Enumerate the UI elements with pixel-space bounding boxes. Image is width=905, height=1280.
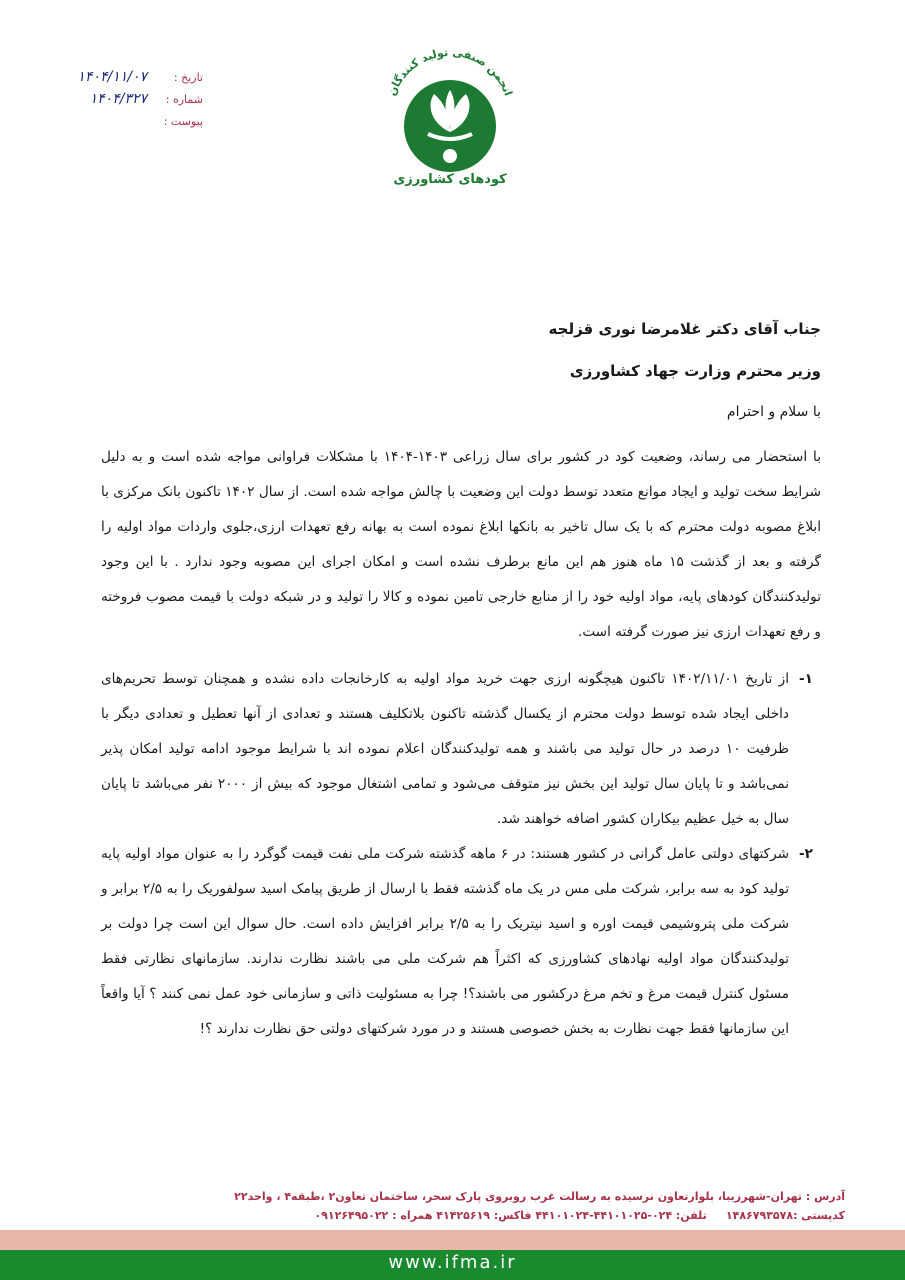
association-logo xyxy=(370,36,530,196)
website-link[interactable]: www.ifma.ir xyxy=(388,1252,517,1273)
footer-postal-code: کدپستی :۱۴۸۶۷۹۳۵۷۸ xyxy=(725,1209,845,1222)
footer-phones: تلفن: ۰۲۴-۴۴۱۰۱۰۲۵-۴۴۱۰۱۰۲۴ فاکس: ۴۱۴۲۵۶۱۹ همراه : ۰۹۱۲۶۴۹۵۰۲۲ xyxy=(314,1209,707,1222)
footer-contact xyxy=(125,1206,845,1225)
footer-address: آدرس : تهران-شهرزیبا، بلوارتعاون نرسیده به رسالت غرب روبروی پارک سحر، ساختمان تعاون۲ ،طبقه۴ ، واحد۲۲ xyxy=(234,1190,845,1203)
footer-pink-band xyxy=(0,1230,905,1250)
greeting: با سلام و احترام xyxy=(726,404,821,420)
date-label: تاریخ : xyxy=(173,70,203,84)
list-item xyxy=(101,837,821,1047)
footer-address-block xyxy=(125,1187,845,1225)
item-text: از تاریخ ۱۴۰۲/۱۱/۰۱ تاکنون هیچگونه ارزی جهت خرید مواد اولیه به کارخانجات داده نشده و همچنان توسط تحریم‌های داخلی ایجاد شده توسط دولت محترم از یکسال گذشته تاکنون بلاتکلیف هستند و تعدادی از آنها تعطیل و تعدادی دیگر با ظرفیت ۱۰ درصد در حال تولید می باشند و همه تولیدکنندگان اعلام نموده اند با شرایط موجود ادامه تولید امکان پذیر نمی‌باشد و تا پایان سال تولید این بخش نیز متوقف می‌شود و تمامی اشتغال موجود که بیش از ۲۰۰۰ نفر می‌باشد تا پایان سال به خیل عظیم بیکاران کشور اضافه خواهند شد. xyxy=(101,671,790,827)
intro-paragraph: با استحضار می رساند، وضعیت کود در کشور برای سال زراعی ۱۴۰۳-۱۴۰۴ با مشکلات فراوانی مواجه شده است و به دلیل شرایط سخت تولید و ایجاد موانع متعدد توسط دولت این وضعیت با چالش مواجه شده است. از سال ۱۴۰۲ تاکنون بانک مرکزی با ابلاغ مصوبه دولت محترم که با یک سال تاخیر به بانکها ابلاغ نموده است به بهانه رفع تعهدات ارزی،جلوی واردات مواد اولیه را گرفته و بعد از گذشت ۱۵ ماه هنوز هم این مانع برطرف نشده است و امکان اجرای این مصوبه وجود ندارد . با این وجود تولیدکنندگان کودهای پایه، مواد اولیه خود را از منابع خارجی تامین نموده و کالا را تولید و در شبکه دولت با قیمت مصوب فروخته و رفع تعهدات ارزی نیز صورت گرفته است. xyxy=(101,449,821,640)
number-row xyxy=(28,88,203,110)
item-text: شرکتهای دولتی عامل گرانی در کشور هستند: در ۶ ماهه گذشته شرکت ملی نفت قیمت گوگرد را به عنوان مواد اولیه پایه تولید کود به سه برابر، شرکت ملی مس در یک ماه گذشته فقط با ارسال از طریق پیامک اسید سولفوریک را به ۲/۵ برابر و شرکت ملی پتروشیمی قیمت اوره و اسید نیتریک را به ۲/۵ برابر افزایش داده است. حال سوال این است چرا دولت بر تولیدکنندگان مواد اولیه نهادهای کشاورزی که اکثراً هم شرکت ملی می باشند نظارت ندارند. سازمانهای نظارتی فقط مسئول کنترل قیمت مرغ و تخم مرغ درکشور می باشند؟! چرا به مسئولیت ذاتی و سازمانی خود عمل نمی کنند ؟ آیا واقعاً این سازمانها فقط جهت نظارت به بخش خصوصی هستند و در مورد شرکتهای دولتی حق نظارت ندارند ؟! xyxy=(101,846,789,1037)
recipient-name: جناب آقای دکتر غلامرضا نوری قزلجه xyxy=(548,320,821,338)
attachment-label: پیوست : xyxy=(163,114,203,128)
date-value: ۱۴۰۴/۱۱/۰۷ xyxy=(77,69,147,85)
attachment-row xyxy=(28,110,203,132)
letter-meta xyxy=(28,66,203,132)
item-number: ۲- xyxy=(799,846,813,862)
item-number: ۱- xyxy=(799,671,813,687)
number-label: شماره : xyxy=(165,92,203,106)
logo-arc-text: انجمن صنفی تولید کنندگان xyxy=(385,45,515,98)
date-row xyxy=(28,66,203,88)
list-item xyxy=(101,662,821,837)
recipient-title: وزیر محترم وزارت جهاد کشاورزی xyxy=(569,362,821,380)
logo-caption: کودهای کشاورزی xyxy=(393,172,507,187)
letter-body xyxy=(101,320,821,1047)
number-value: ۱۴۰۴/۳۲۷ xyxy=(89,91,147,107)
